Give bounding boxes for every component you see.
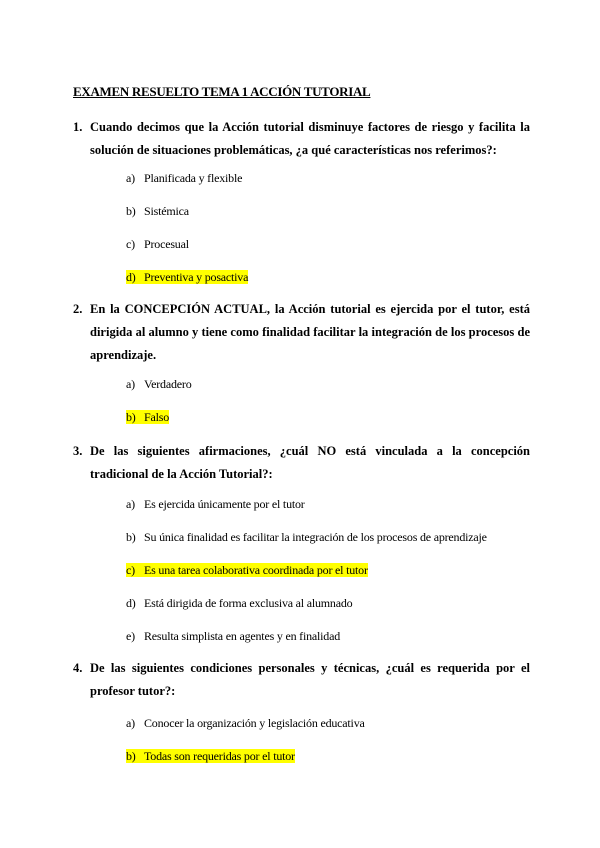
option-letter: d) <box>126 270 136 284</box>
option-text: Planificada y flexible <box>144 171 243 185</box>
q3-option-a <box>126 496 305 512</box>
q3-option-b <box>126 529 487 545</box>
question-text: De las siguientes afirmaciones, ¿cuál NO está vinculada a la concepción tradicional de la Acción Tutorial?: <box>90 444 530 481</box>
question-4 <box>73 657 530 703</box>
option-letter: c) <box>126 563 135 577</box>
q1-option-b <box>126 203 189 219</box>
option-letter: a) <box>126 377 135 391</box>
option-letter: b) <box>126 410 136 424</box>
option-text: Procesual <box>144 237 189 251</box>
question-2 <box>73 298 530 367</box>
question-text: En la CONCEPCIÓN ACTUAL, la Acción tutorial es ejercida por el tutor, está dirigida al alumno y tiene como finalidad facilitar la integración de los procesos de aprendizaje. <box>90 302 530 362</box>
option-letter: b) <box>126 530 136 544</box>
option-text: Preventiva y posactiva <box>144 270 249 284</box>
q2-option-b-correct <box>126 409 169 425</box>
option-text: Es una tarea colaborativa coordinada por el tutor <box>144 563 368 577</box>
option-letter: a) <box>126 497 135 511</box>
option-letter: a) <box>126 716 135 730</box>
option-text: Resulta simplista en agentes y en finalidad <box>144 629 341 643</box>
q3-option-c-correct <box>126 562 368 578</box>
option-letter: b) <box>126 749 136 763</box>
q3-option-d <box>126 595 352 611</box>
option-letter: d) <box>126 596 136 610</box>
question-number: 4. <box>73 661 83 675</box>
q1-option-d-correct <box>126 269 248 285</box>
option-text: Todas son requeridas por el tutor <box>144 749 295 763</box>
question-1 <box>73 116 530 162</box>
option-text: Falso <box>144 410 170 424</box>
option-text: Sistémica <box>144 204 189 218</box>
exam-title: EXAMEN RESUELTO TEMA 1 ACCIÓN TUTORIAL <box>73 84 371 99</box>
option-text: Es ejercida únicamente por el tutor <box>144 497 305 511</box>
option-letter: c) <box>126 237 135 251</box>
question-3 <box>73 440 530 486</box>
q4-option-a <box>126 715 365 731</box>
q2-option-a <box>126 376 192 392</box>
option-letter: a) <box>126 171 135 185</box>
q1-option-c <box>126 236 189 252</box>
q4-option-b-correct <box>126 748 295 764</box>
option-text: Está dirigida de forma exclusiva al alumnado <box>144 596 353 610</box>
option-letter: b) <box>126 204 136 218</box>
question-number: 2. <box>73 302 83 316</box>
question-text: De las siguientes condiciones personales y técnicas, ¿cuál es requerida por el profesor tutor?: <box>90 661 530 698</box>
question-number: 3. <box>73 444 83 458</box>
q3-option-e <box>126 628 340 644</box>
option-text: Conocer la organización y legislación educativa <box>144 716 365 730</box>
question-text: Cuando decimos que la Acción tutorial disminuye factores de riesgo y facilita la solución de situaciones problemáticas, ¿a qué características nos referimos?: <box>90 120 530 157</box>
option-letter: e) <box>126 629 135 643</box>
option-text: Su única finalidad es facilitar la integración de los procesos de aprendizaje <box>144 530 487 544</box>
question-number: 1. <box>73 120 83 134</box>
option-text: Verdadero <box>144 377 192 391</box>
q1-option-a <box>126 170 242 186</box>
